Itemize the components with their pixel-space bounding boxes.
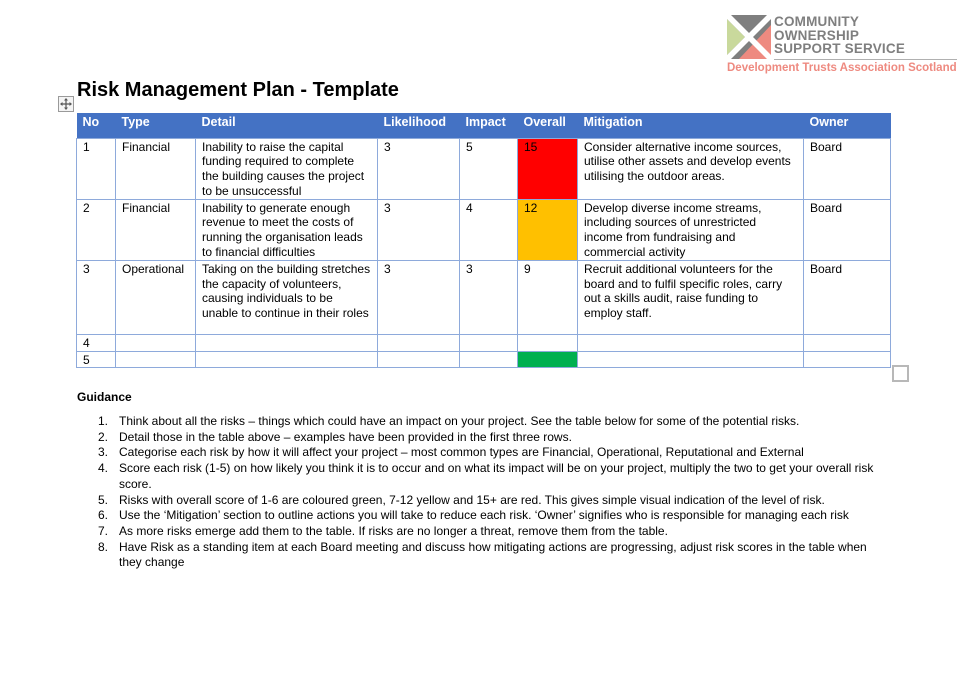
list-number: 8. <box>98 539 109 554</box>
logo-divider <box>774 59 957 60</box>
list-number: 2. <box>98 429 109 444</box>
cell-overall[interactable]: 9 <box>518 260 578 334</box>
logo-text <box>774 15 905 56</box>
cell-no[interactable]: 1 <box>77 138 116 199</box>
table-move-handle[interactable] <box>58 96 74 112</box>
list-item <box>92 414 892 430</box>
logo-subtitle: Development Trusts Association Scotland <box>727 62 957 74</box>
table-row <box>77 351 891 368</box>
col-header-likelihood: Likelihood <box>378 113 460 138</box>
table-resize-handle[interactable] <box>892 365 909 382</box>
logo-line-1: COMMUNITY <box>774 14 860 29</box>
list-item-text: Use the ‘Mitigation’ section to outline actions you will take to reduce each risk. ‘Owner’ signifies who is responsible for managing each risk <box>119 508 849 523</box>
cell-no[interactable]: 4 <box>77 334 116 351</box>
cell-mitigation[interactable]: Consider alternative income sources, utilise other assets and develop events utilising the outdoor areas. <box>578 138 804 199</box>
risk-table <box>76 113 891 368</box>
cell-likelihood[interactable]: 3 <box>378 199 460 260</box>
col-header-impact: Impact <box>460 113 518 138</box>
cell-owner[interactable] <box>804 351 891 368</box>
list-number: 6. <box>98 508 109 523</box>
table-row <box>77 199 891 260</box>
list-item-text: Think about all the risks – things which could have an impact on your project. See the table below for some of the potential risks. <box>119 414 800 428</box>
cell-likelihood[interactable]: 3 <box>378 138 460 199</box>
list-number: 5. <box>98 492 109 507</box>
cell-no[interactable]: 3 <box>77 260 116 334</box>
cell-type[interactable]: Operational <box>116 260 196 334</box>
list-number: 7. <box>98 523 109 538</box>
cell-mitigation[interactable] <box>578 334 804 351</box>
cell-likelihood[interactable] <box>378 334 460 351</box>
cell-detail[interactable]: Inability to raise the capital funding required to complete the building causes the project to be unsuccessful <box>196 138 378 199</box>
cell-type[interactable] <box>116 334 196 351</box>
list-item <box>92 493 892 509</box>
cell-type[interactable]: Financial <box>116 138 196 199</box>
col-header-overall: Overall <box>518 113 578 138</box>
col-header-owner: Owner <box>804 113 891 138</box>
table-header-row <box>77 113 891 138</box>
guidance-heading: Guidance <box>77 390 132 404</box>
table-row <box>77 334 891 351</box>
table-row <box>77 138 891 199</box>
cell-overall[interactable]: 15 <box>518 138 578 199</box>
cos-logo <box>727 15 959 77</box>
col-header-no: No <box>77 113 116 138</box>
cell-type[interactable]: Financial <box>116 199 196 260</box>
guidance-list <box>92 414 892 571</box>
cell-impact[interactable]: 5 <box>460 138 518 199</box>
cell-mitigation[interactable]: Recruit additional volunteers for the board and to fulfil specific roles, carry out a skills audit, raise funding to employ staff. <box>578 260 804 334</box>
cell-mitigation[interactable]: Develop diverse income streams, including sources of unrestricted income from fundraising and commercial activity <box>578 199 804 260</box>
cell-overall[interactable] <box>518 351 578 368</box>
cell-detail[interactable] <box>196 351 378 368</box>
cell-no[interactable]: 2 <box>77 199 116 260</box>
cell-mitigation[interactable] <box>578 351 804 368</box>
move-arrows-icon <box>60 98 72 110</box>
list-item-text: Risks with overall score of 1-6 are coloured green, 7-12 yellow and 15+ are red. This gives simple visual indication of the level of risk. <box>119 492 825 507</box>
cell-type[interactable] <box>116 351 196 368</box>
list-item <box>92 524 892 540</box>
logo-line-3: SUPPORT SERVICE <box>774 41 906 56</box>
list-item <box>92 445 892 461</box>
list-number: 3. <box>98 445 109 460</box>
cell-impact[interactable] <box>460 334 518 351</box>
col-header-type: Type <box>116 113 196 138</box>
list-item <box>92 461 892 492</box>
cell-owner[interactable]: Board <box>804 260 891 334</box>
col-header-detail: Detail <box>196 113 378 138</box>
list-item-text: Have Risk as a standing item at each Board meeting and discuss how mitigating actions are progressing, adjust risk scores in the table when they change <box>119 539 867 570</box>
logo-mark-icon <box>727 15 771 59</box>
cell-no[interactable]: 5 <box>77 351 116 368</box>
cell-impact[interactable] <box>460 351 518 368</box>
list-item-text: Detail those in the table above – examples have been provided in the first three rows. <box>119 429 572 444</box>
list-item <box>92 430 892 446</box>
list-item <box>92 540 892 571</box>
list-item-text: Score each risk (1-5) on how likely you think it is to occur and on what its impact will be on your project, multiply the two to get your overall risk score. <box>119 461 874 491</box>
logo-line-2: OWNERSHIP <box>774 27 860 43</box>
cell-owner[interactable]: Board <box>804 199 891 260</box>
page-title: Risk Management Plan - Template <box>77 79 399 101</box>
cell-owner[interactable] <box>804 334 891 351</box>
cell-impact[interactable]: 3 <box>460 260 518 334</box>
table-row <box>77 260 891 334</box>
cell-impact[interactable]: 4 <box>460 199 518 260</box>
list-item <box>92 508 892 524</box>
cell-detail[interactable]: Inability to generate enough revenue to meet the costs of running the organisation leads to financial difficulties <box>196 199 378 260</box>
cell-likelihood[interactable] <box>378 351 460 368</box>
cell-likelihood[interactable]: 3 <box>378 260 460 334</box>
list-item-text: As more risks emerge add them to the table. If risks are no longer a threat, remove them from the table. <box>119 523 668 538</box>
cell-detail[interactable]: Taking on the building stretches the capacity of volunteers, causing individuals to be unable to continue in their roles <box>196 260 378 334</box>
list-number: 4. <box>98 461 109 476</box>
list-item-text: Categorise each risk by how it will affect your project – most common types are Financial, Operational, Reputational and External <box>119 445 804 460</box>
list-number: 1. <box>98 414 109 428</box>
cell-detail[interactable] <box>196 334 378 351</box>
col-header-mitigation: Mitigation <box>578 113 804 138</box>
cell-owner[interactable]: Board <box>804 138 891 199</box>
cell-overall[interactable] <box>518 334 578 351</box>
cell-overall[interactable]: 12 <box>518 199 578 260</box>
